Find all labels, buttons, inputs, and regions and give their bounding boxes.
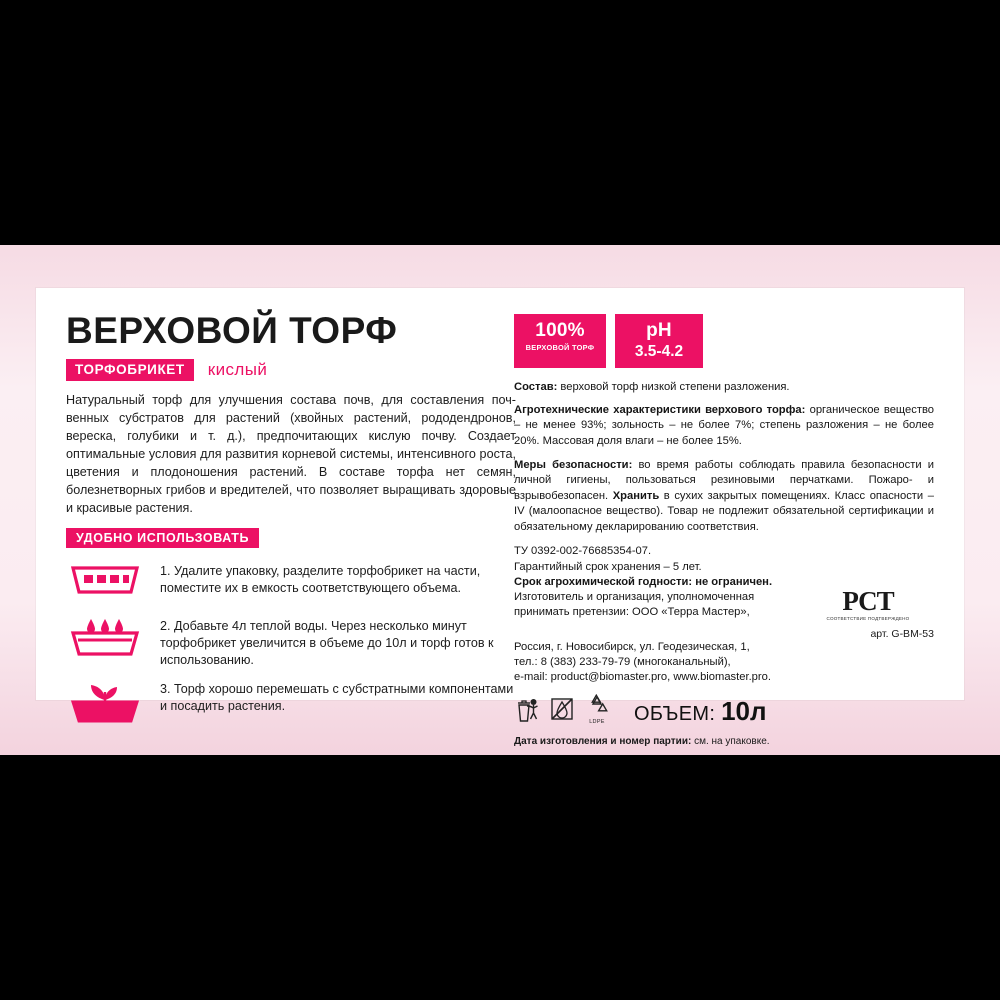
article-number: арт. G-BM-53 bbox=[870, 627, 934, 640]
gost-certification-icon bbox=[808, 585, 928, 622]
safety-value-2: в сухих закрытых помещениях. Класс опасности – IV (малоопасное вещество). Товар не подлежит обязательной сертификации и обязательному декларированию соответствия. bbox=[514, 489, 934, 533]
agrochem-label: Срок агрохимической годности: не ограничен. bbox=[514, 575, 773, 588]
product-description: Натуральный торф для улучшения состава почв, для составления поч-венных субстратов для растений (хвойных растений, рододендронов, вереска, голубики и т. д.), предпочитающих кислую почву. Создает оптимальные условия для развития корневой системы, интенсивного роста, цветения и плодоношения растений. В составе торфа нет семян, болезнетворных грибов и вредителей, что позволяет выращивать здоровые и красивые растения. bbox=[66, 392, 516, 515]
sprout-pot-icon bbox=[66, 678, 144, 724]
label-left-column bbox=[66, 312, 516, 733]
manufacturer-line: принимать претензии: ООО «Терра Мастер», bbox=[514, 606, 750, 619]
safety-value: во время работы соблюдать правила безопасности и личной гигиены, пользоваться резиновыми перчатками. Пожаро- и взрывобезопасен. bbox=[514, 459, 934, 502]
tray-icon bbox=[66, 560, 144, 596]
agro-value: органическое вещество – не менее 93%; зольность – не более 7%; степень разложения – не более 20%. Массовая доля влаги – не более 15%. bbox=[514, 403, 934, 447]
ph-badge-value: 3.5-4.2 bbox=[634, 342, 684, 360]
date-line bbox=[514, 736, 934, 747]
safety-label: Меры безопасности: bbox=[514, 459, 633, 472]
label-right-column bbox=[514, 314, 934, 757]
tu-line: ТУ 0392-002-76685354-07. bbox=[514, 545, 652, 558]
volume-display bbox=[634, 696, 767, 727]
composition-value: верховой торф низкой степени разложения. bbox=[557, 381, 790, 394]
watering-tray-icon bbox=[66, 615, 144, 657]
subtitle-row bbox=[66, 359, 516, 381]
ph-badge bbox=[615, 314, 703, 368]
usage-steps bbox=[66, 560, 516, 724]
product-label bbox=[36, 288, 964, 747]
manufacturer-line: Россия, г. Новосибирск, ул. Геодезическая, 1, bbox=[514, 640, 750, 653]
ph-badge-label: pH bbox=[646, 320, 672, 341]
composition-line bbox=[514, 380, 934, 395]
purity-badge-value: 100% bbox=[535, 320, 585, 341]
date-label: Дата изготовления и номер партии: bbox=[514, 735, 692, 747]
legal-block bbox=[514, 544, 934, 590]
page-title: ВЕРХОВОЙ ТОРФ bbox=[66, 310, 398, 351]
usage-step-text: 1. Удалите упаковку, разделите торфобрикет на части, поместите их в емкость соответствующего объема. bbox=[160, 564, 481, 595]
trash-bin-icon bbox=[514, 695, 540, 725]
no-water-icon bbox=[549, 695, 575, 725]
usage-step bbox=[66, 560, 516, 606]
gost-symbol: РСТ bbox=[842, 585, 894, 616]
manufacturer-line: тел.: 8 (383) 233-79-79 (многоканальный), bbox=[514, 656, 731, 669]
shelf-life-line: Гарантийный срок хранения – 5 лет. bbox=[514, 560, 702, 573]
certification-row bbox=[514, 585, 934, 640]
date-value: см. на упаковке. bbox=[691, 735, 770, 747]
manufacturer-line: e-mail: product@biomaster.pro, www.biomaster.pro. bbox=[514, 671, 771, 684]
usage-step bbox=[66, 678, 516, 724]
agro-label: Агротехнические характеристики верхового торфа: bbox=[514, 403, 806, 416]
usage-step-text: 2. Добавьте 4л теплой воды. Через несколько минут торфобрикет увеличится в объеме до 10л и торф готов к использованию. bbox=[160, 619, 494, 667]
agro-characteristics bbox=[514, 403, 934, 449]
volume-label: ОБЪЕМ: bbox=[634, 702, 716, 725]
acidity-label: кислый bbox=[207, 359, 268, 379]
recycle-ldpe-icon bbox=[584, 694, 610, 725]
purity-badge-caption: ВЕРХОВОЙ ТОРФ bbox=[525, 342, 595, 352]
gost-caption: СООТВЕТСТВИЕ ПОДТВЕРЖДЕНО bbox=[826, 615, 910, 621]
purity-badge bbox=[514, 314, 606, 368]
ldpe-label: LDPE bbox=[589, 718, 605, 725]
safety-storage-word: Хранить bbox=[612, 489, 660, 502]
badge-group bbox=[514, 314, 934, 368]
volume-value: 10л bbox=[721, 695, 767, 726]
eco-icon-group bbox=[514, 694, 610, 727]
product-type-tag: ТОРФОБРИКЕТ bbox=[66, 359, 194, 381]
usage-heading: УДОБНО ИСПОЛЬЗОВАТЬ bbox=[66, 528, 259, 549]
safety-measures bbox=[514, 458, 934, 535]
manufacturer-title: Изготовитель и организация, уполномоченная bbox=[514, 590, 755, 603]
footer-row bbox=[514, 694, 934, 727]
usage-step bbox=[66, 615, 516, 669]
usage-step-text: 3. Торф хорошо перемешать с субстратными компонентами и посадить растения. bbox=[160, 682, 514, 713]
composition-label: Состав: bbox=[514, 381, 558, 394]
